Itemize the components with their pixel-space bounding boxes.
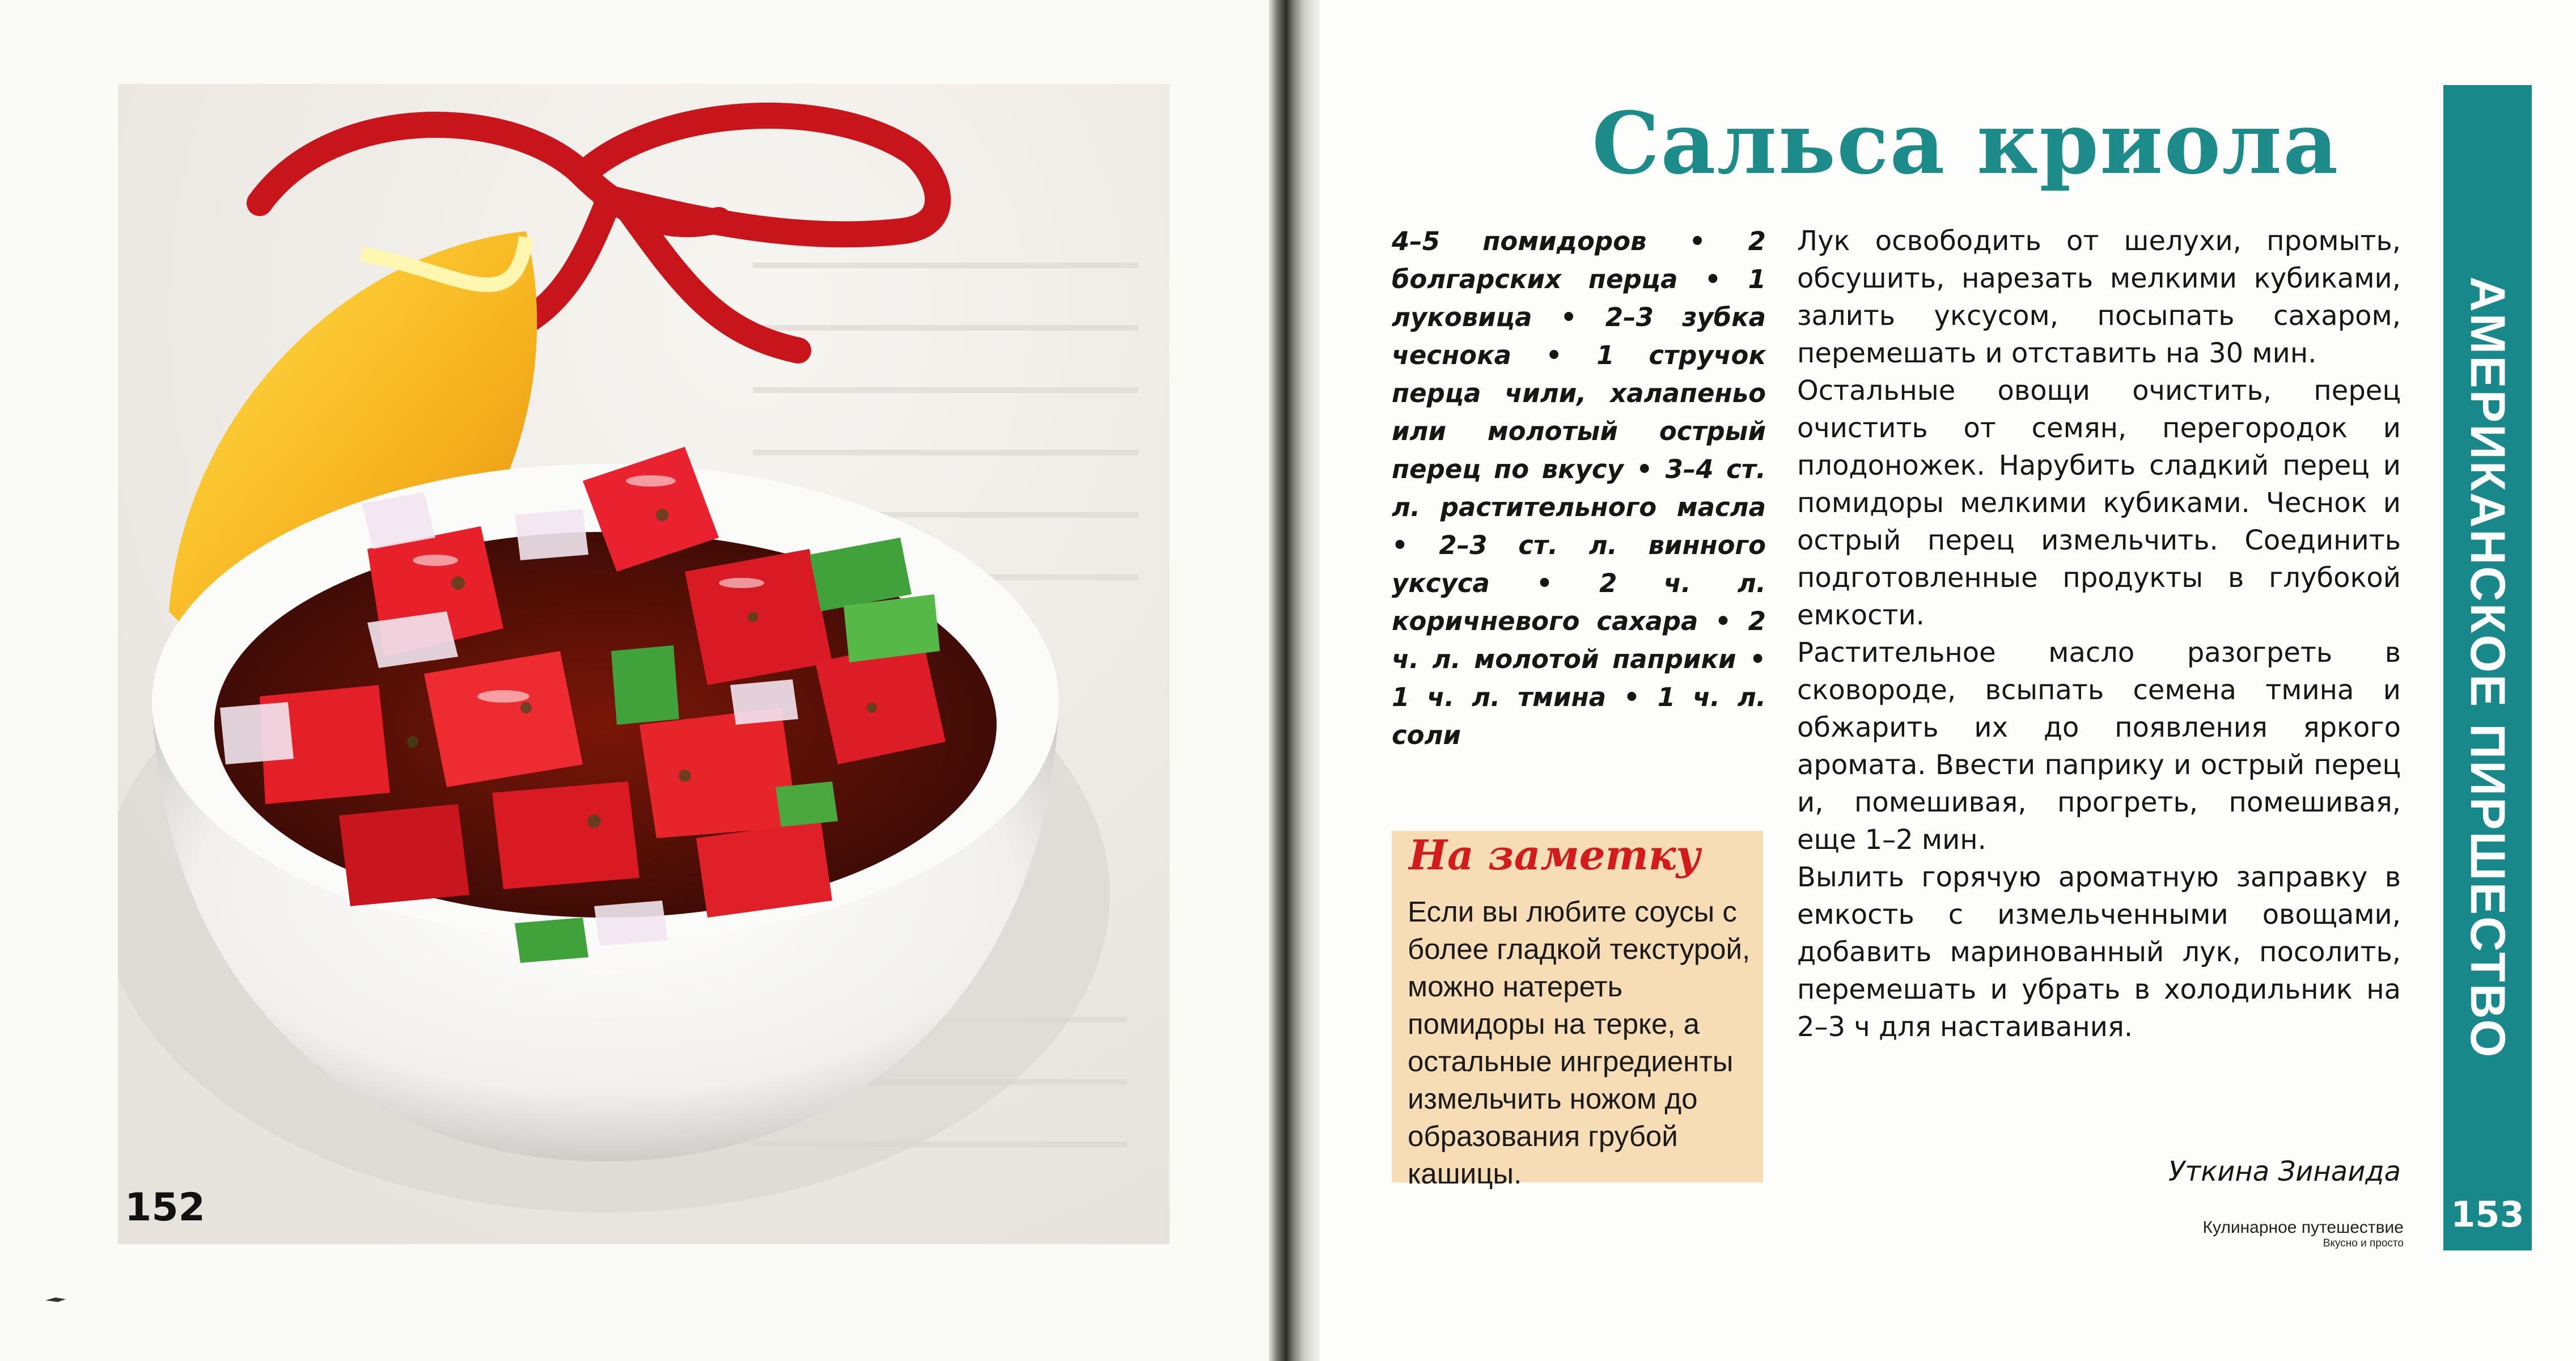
salsa-photo [118,84,1170,1244]
brand-line-2: Вкусно и просто [2323,1237,2404,1249]
method-step: Растительное масло разогреть в сковороде, всыпать семена тмина и обжарить их до появления яркого аромата. Ввести паприку и острый перец и, помешивая, прогреть, помешивая, еще 1–2 мин. [1797,637,2401,856]
section-tab [2443,85,2532,1250]
brand-line-1: Кулинарное путешествие [2202,1218,2404,1237]
page-number-left: 152 [125,1185,205,1230]
tip-box [1392,831,1763,1190]
tip-text: Если вы любите соусы с более гладкой текстурой, можно натереть помидоры на терке, а остальные ингредиенты измельчить ножом до образования грубой кашицы. [1408,895,1751,1190]
method-step: Лук освободить от шелухи, промыть, обсушить, нарезать мелкими кубиками, залить уксусом, посыпать сахаром, перемешать и отставить на 30 мин. [1797,225,2401,369]
recipe-title: Сальса криола [1592,94,2340,193]
tip-title: На заметку [1409,831,1701,879]
page-number-right: 153 [2451,1194,2524,1235]
method-step: Вылить горячую ароматную заправку в емкость с измельченными овощами, добавить маринованный лук, посолить, перемешать и убрать в холодильник на 2–3 ч для настаивания. [1797,861,2401,1043]
book-gutter [1269,0,1320,1361]
ingredients-list: 4–5 помидоров • 2 болгарских перца • 1 луковица • 2–3 зубка чеснока • 1 стручок перца чили, халапеньо или молотый острый перец по вкусу • 3–4 ст. л. растительного масла • 2–3 ст. л. винного уксуса • 2 ч. л. коричневого сахара • 2 ч. л. молотой паприки • 1 ч. л. тмина • 1 ч. л. соли [1392,226,1766,750]
left-page [0,0,1281,1361]
recipe-method [1797,222,2401,1046]
recipe-author: Уткина Зинаида [2168,1156,2401,1187]
magazine-brand [2109,1218,2404,1250]
method-step: Остальные овощи очистить, перец очистить от семян, перегородок и плодоножек. Нарубить сладкий перец и помидоры мелкими кубиками. Чеснок и острый перец измельчить. Соединить подготовленные продукты в глубокой емкости. [1797,375,2401,631]
ink-speck [44,1296,67,1304]
section-tab-label: АМЕРИКАНСКОЕ ПИРШЕСТВО [2460,276,2515,1059]
